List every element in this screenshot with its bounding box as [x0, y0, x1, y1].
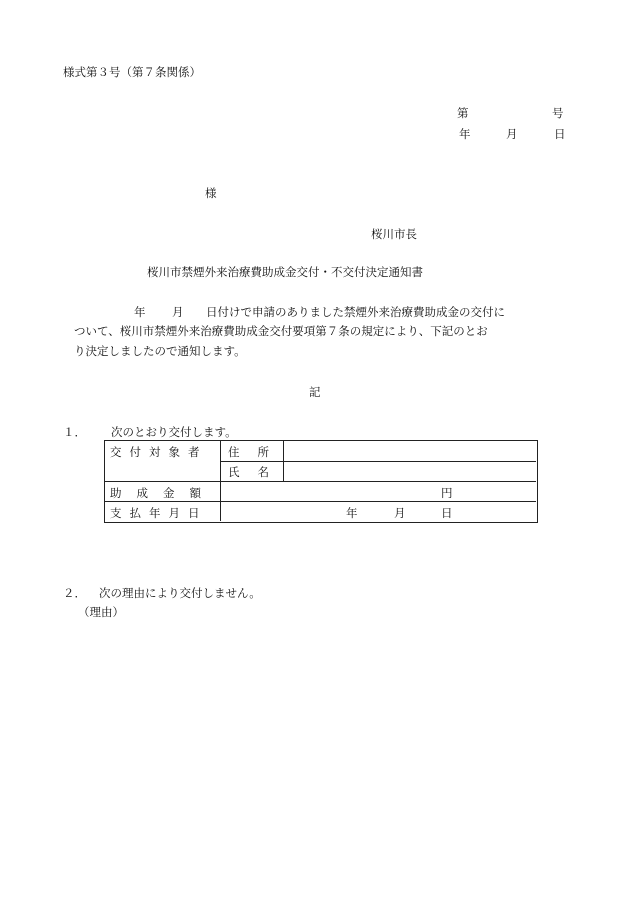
section1-number: １． [63, 425, 86, 439]
date-day: 日 [554, 127, 566, 141]
amount-label: 助成金額 [110, 486, 216, 500]
section2-text: 次の理由により交付しません。 [99, 586, 261, 600]
body-year: 年 [134, 305, 146, 319]
payment-date-label: 支払年月日 [110, 506, 208, 520]
ki-heading: 記 [309, 385, 321, 399]
form-label: 様式第３号（第７条関係） [63, 65, 201, 79]
section2-number: ２． [63, 586, 86, 600]
body-line2: ついて、桜川市禁煙外来治療費助成金交付要項第７条の規定により、下記のとお [74, 324, 488, 338]
payment-month: 月 [394, 506, 406, 520]
payment-year: 年 [346, 506, 358, 520]
number-prefix: 第 [457, 106, 469, 120]
date-month: 月 [506, 127, 518, 141]
recipient-label: 交付対象者 [110, 445, 208, 459]
table-rule [104, 481, 536, 482]
table-rule [104, 501, 536, 502]
yen-unit: 円 [441, 486, 453, 500]
addressee-suffix: 様 [205, 186, 217, 200]
sender: 桜川市長 [371, 227, 417, 241]
address-label: 住所 [228, 445, 287, 459]
body-line1: 日付けで申請のありました禁煙外来治療費助成金の交付に [206, 305, 505, 319]
table-rule [220, 461, 536, 462]
payment-day: 日 [441, 506, 453, 520]
document-title: 桜川市禁煙外来治療費助成金交付・不交付決定通知書 [147, 265, 423, 279]
section1-text: 次のとおり交付します。 [111, 425, 237, 439]
reason-label: （理由） [78, 605, 124, 619]
date-year: 年 [459, 127, 471, 141]
body-month: 月 [172, 305, 184, 319]
number-suffix: 号 [552, 106, 564, 120]
name-label: 氏名 [228, 465, 287, 479]
table-rule [220, 440, 221, 521]
body-line3: り決定しましたので通知します。 [74, 344, 246, 358]
